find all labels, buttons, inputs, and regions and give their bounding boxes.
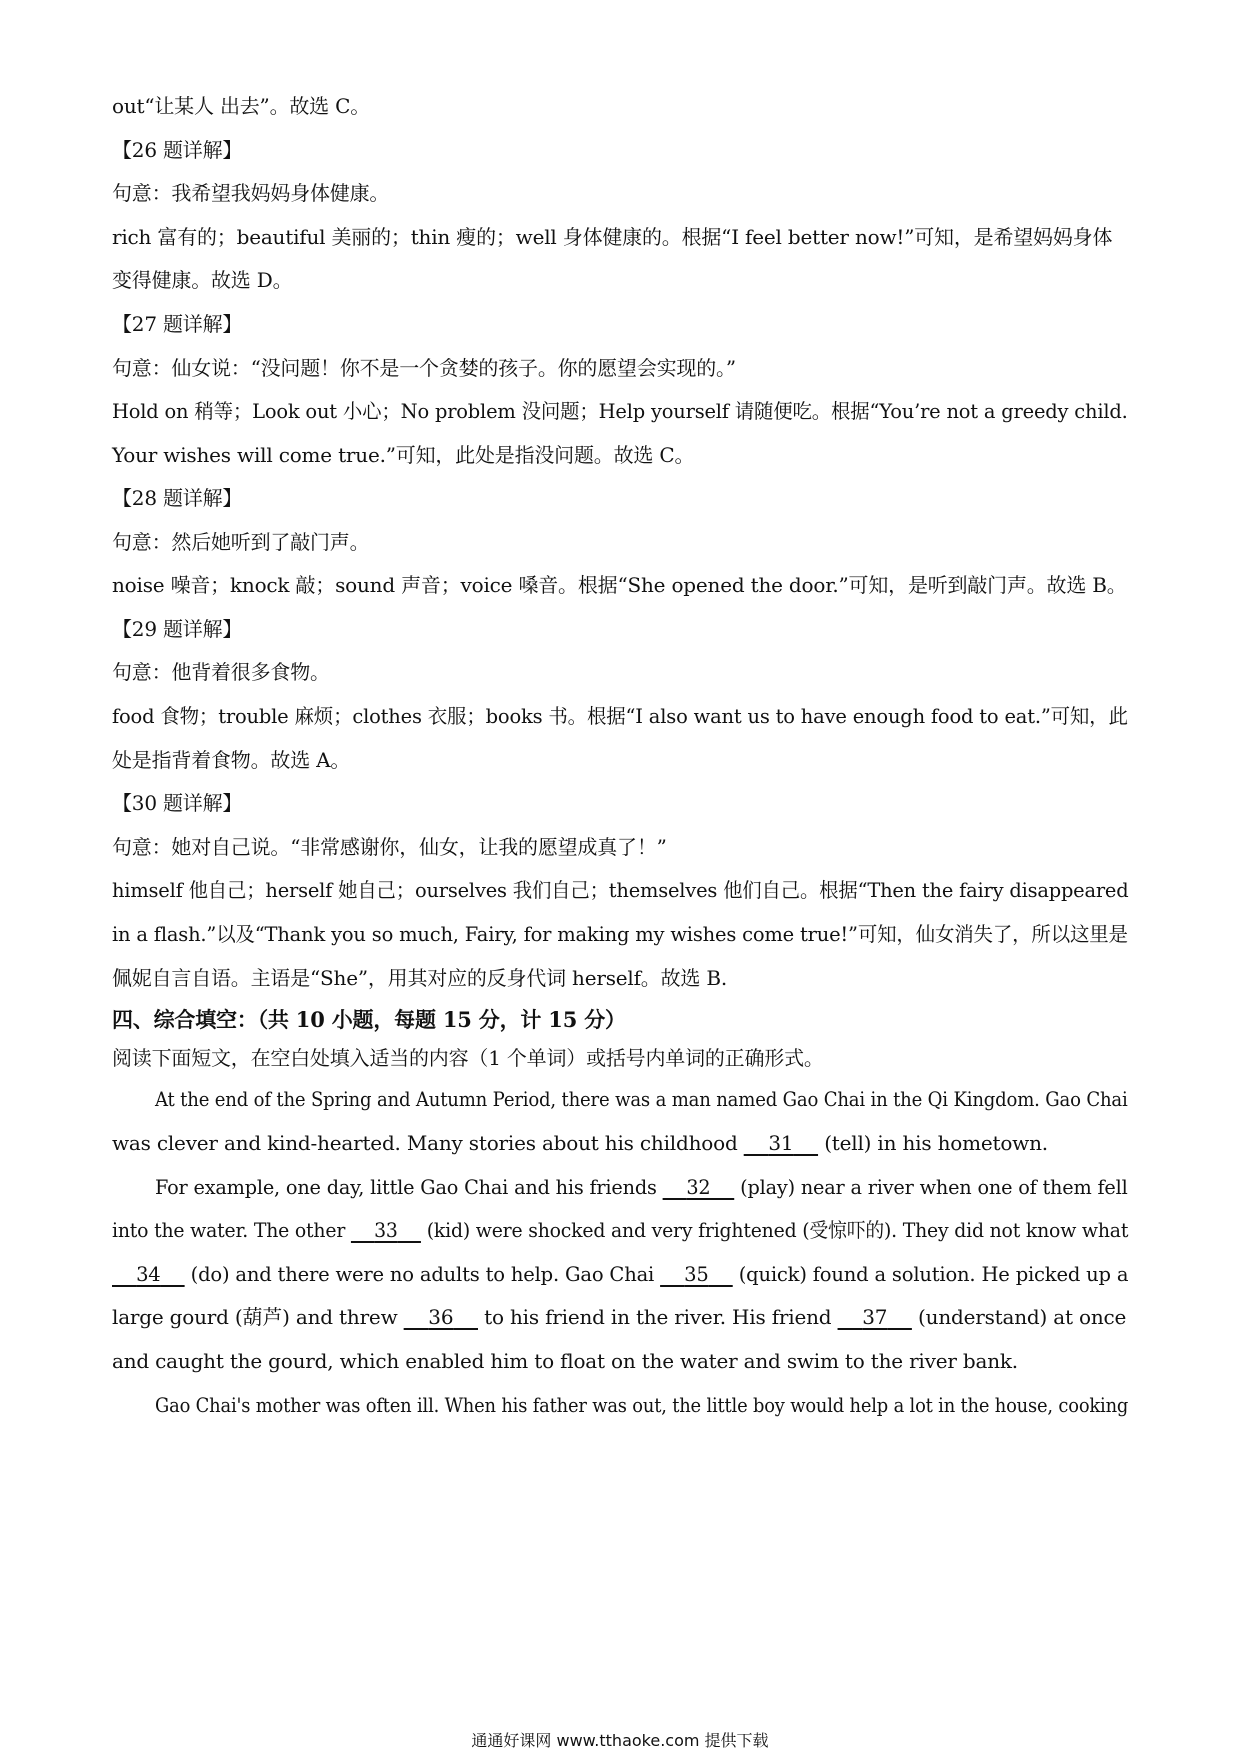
section-title: 四、综合填空：（共 10 小题，每题 15 分，计 15 分） [112,1007,626,1032]
passage-text: (do) and there were no adults to help. Gao Chai [184,1262,661,1286]
footer-watermark: 通通好课网 www.tthaoke.com 提供下载 [471,1731,769,1750]
passage-line [155,1175,1128,1199]
text-line: 句意：他背着很多食物。 [112,660,330,684]
text-line: himself 他自己；herself 她自己；ourselves 我们自己；themselves 他们自己。根据“Then the fairy disappeared [112,878,1129,902]
passage-text: (tell) in his hometown. [818,1131,1048,1155]
question-29-heading: 【29 题详解】 [112,617,243,641]
text-line: Hold on 稍等；Look out 小心；No problem 没问题；Help yourself 请随便吃。根据“You’re not a greedy child. [112,399,1128,423]
blank-36: 36 [428,1305,454,1329]
text-line: 佩妮自言自语。主语是“She”，用其对应的反身代词 herself。故选 B. [112,966,728,990]
blank-32: 32 [686,1175,711,1199]
text-line: noise 噪音；knock 敲；sound 声音；voice 嗓音。根据“She opened the door.”可知，是听到敲门声。故选 B。 [112,573,1127,597]
text-line: 句意：她对自己说。“非常感谢你，仙女，让我的愿望成真了！” [112,835,667,859]
blank-31: 31 [768,1131,794,1155]
question-28-heading: 【28 题详解】 [112,486,243,510]
passage-line [112,1218,1128,1242]
text-line: food 食物；trouble 麻烦；clothes 衣服；books 书。根据“I also want us to have enough food to eat.”可知，此 [112,704,1128,728]
passage-text: (understand) at once [911,1305,1127,1329]
instruction: 阅读下面短文，在空白处填入适当的内容（1 个单词）或括号内单词的正确形式。 [112,1046,824,1070]
text-line: 变得健康。故选 D。 [112,268,293,292]
blank-34: 34 [136,1262,161,1286]
passage-text: large gourd (葫芦) and threw [112,1305,404,1329]
question-27-heading: 【27 题详解】 [112,312,243,336]
passage-text: (play) near a river when one of them fell [734,1175,1128,1199]
text-line: out“让某人 出去”。故选 C。 [112,94,371,118]
passage-line [112,1262,1128,1286]
text-line: rich 富有的；beautiful 美丽的；thin 瘦的；well 身体健康的。根据“I feel better now!”可知，是希望妈妈身体 [112,225,1113,249]
blank-35: 35 [684,1262,709,1286]
question-30-heading: 【30 题详解】 [112,791,243,815]
passage-line [112,1131,1048,1155]
passage-line: At the end of the Spring and Autumn Period, there was a man named Gao Chai in the Qi Kingdom. Gao Chai [155,1087,1128,1111]
blank-37: 37 [862,1305,888,1329]
text-line: 句意：我希望我妈妈身体健康。 [112,181,390,205]
passage-text: For example, one day, little Gao Chai and his friends [155,1175,663,1199]
text-line: 句意：然后她听到了敲门声。 [112,530,370,554]
passage-line: Gao Chai's mother was often ill. When his father was out, the little boy would help a lot in the house, cooking [155,1393,1129,1417]
text-line: Your wishes will come true.”可知，此处是指没问题。故选 C。 [112,443,695,467]
text-line: in a flash.”以及“Thank you so much, Fairy, for making my wishes come true!”可知，仙女消失了，所以这里是 [112,922,1128,946]
text-line: 处是指背着食物。故选 A。 [112,748,351,772]
passage-text: was clever and kind-hearted. Many stories about his childhood [112,1131,744,1155]
blank-33: 33 [374,1218,398,1242]
passage-line: and caught the gourd, which enabled him to float on the water and swim to the river bank. [112,1349,1018,1373]
passage-text: (quick) found a solution. He picked up a [732,1262,1129,1286]
passage-text: into the water. The other [112,1218,351,1242]
passage-line [112,1305,1126,1329]
question-26-heading: 【26 题详解】 [112,138,243,162]
passage-text: (kid) were shocked and very frightened (受惊吓的). They did not know what [420,1218,1129,1242]
text-line: 句意：仙女说：“没问题！你不是一个贪婪的孩子。你的愿望会实现的。” [112,356,736,380]
passage-text: to his friend in the river. His friend [478,1305,838,1329]
